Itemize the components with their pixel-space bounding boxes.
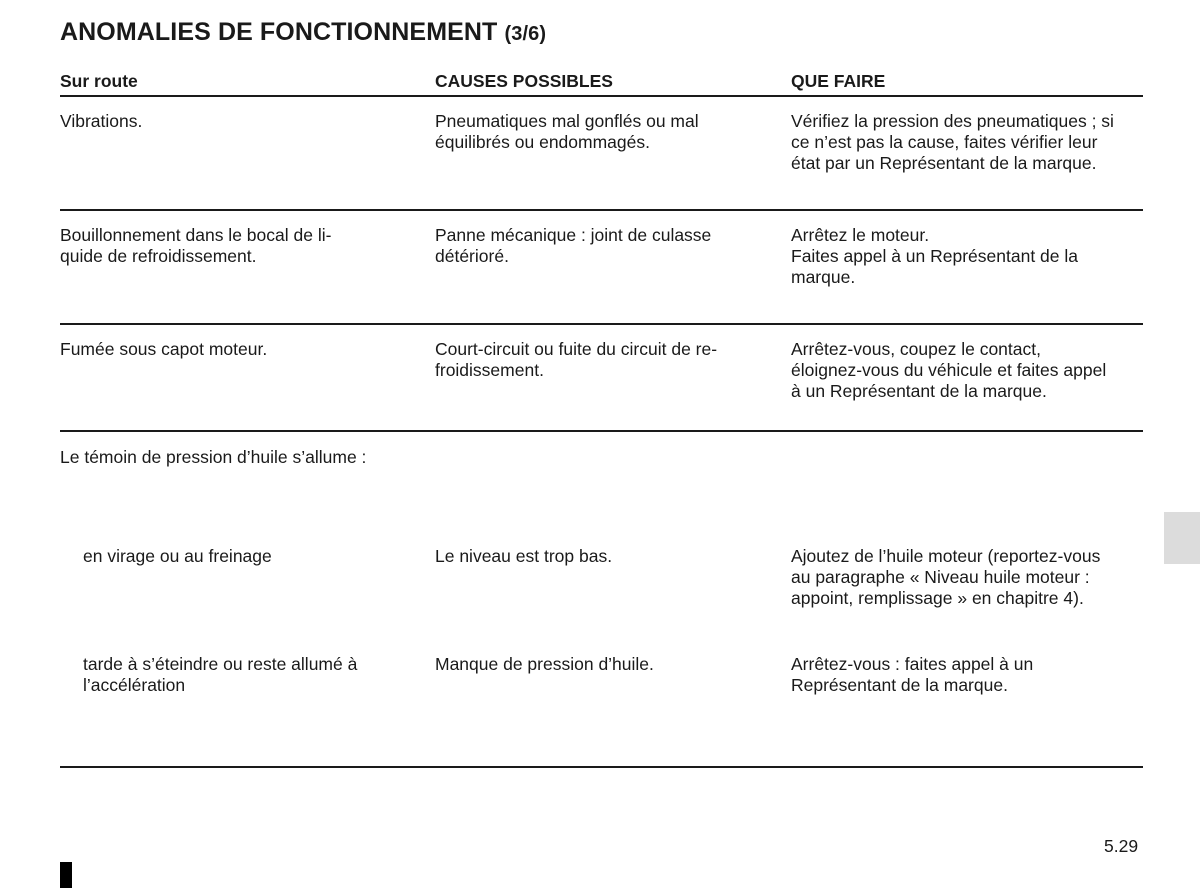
column-header-actions: QUE FAIRE xyxy=(791,71,886,91)
text-line: tarde à s’éteindre ou reste allumé à xyxy=(83,654,358,674)
text-line: en virage ou au freinage xyxy=(83,546,272,566)
text-line: à un Représentant de la marque. xyxy=(791,381,1047,401)
title-part: (3/6) xyxy=(504,23,547,45)
column-header-causes: CAUSES POSSIBLES xyxy=(435,71,613,91)
action-cell xyxy=(791,546,1143,609)
symptom-cell xyxy=(60,339,390,360)
text-line: Fumée sous capot moteur. xyxy=(60,339,268,359)
cause-cell xyxy=(435,339,747,381)
text-line: Pneumatiques mal gonflés ou mal xyxy=(435,111,699,131)
text-line: Court-circuit ou fuite du circuit de re- xyxy=(435,339,718,359)
chapter-tab-marker xyxy=(1164,512,1200,564)
symptom-cell xyxy=(60,225,390,267)
text-line: Faites appel à un Représentant de la xyxy=(791,246,1078,266)
action-cell xyxy=(791,339,1143,402)
row-divider xyxy=(60,323,1143,325)
action-cell xyxy=(791,654,1143,696)
text-line: Panne mécanique : joint de culasse xyxy=(435,225,712,245)
text-line: Vérifiez la pression des pneumatiques ; si xyxy=(791,111,1114,131)
symptom-cell xyxy=(83,546,390,567)
row-divider xyxy=(60,766,1143,768)
text-line: Représentant de la marque. xyxy=(791,675,1008,695)
text-line: Le niveau est trop bas. xyxy=(435,546,613,566)
crop-mark xyxy=(60,862,72,888)
symptom-cell xyxy=(83,654,390,696)
column-header-situation: Sur route xyxy=(60,71,138,91)
text-line: quide de refroidissement. xyxy=(60,246,257,266)
cause-cell xyxy=(435,654,747,675)
text-line: état par un Représentant de la marque. xyxy=(791,153,1097,173)
text-line: détérioré. xyxy=(435,246,509,266)
cause-cell xyxy=(435,225,747,267)
text-line: Ajoutez de l’huile moteur (reportez-vous xyxy=(791,546,1101,566)
text-line: Vibrations. xyxy=(60,111,143,131)
action-cell xyxy=(791,225,1143,288)
action-cell xyxy=(791,111,1143,174)
text-line: ce n’est pas la cause, faites vérifier leur xyxy=(791,132,1098,152)
row-divider xyxy=(60,430,1143,432)
text-line: appoint, remplissage » en chapitre 4). xyxy=(791,588,1084,608)
text-line: Arrêtez le moteur. xyxy=(791,225,930,245)
symptom-cell xyxy=(60,111,390,132)
header-divider xyxy=(60,95,1143,97)
text-line: Arrêtez-vous, coupez le contact, xyxy=(791,339,1041,359)
text-line: Manque de pression d’huile. xyxy=(435,654,654,674)
row-divider xyxy=(60,209,1143,211)
page-title xyxy=(60,18,546,47)
text-line: marque. xyxy=(791,267,856,287)
cause-cell xyxy=(435,546,747,567)
text-line: éloignez-vous du véhicule et faites appel xyxy=(791,360,1107,380)
text-line: Bouillonnement dans le bocal de li- xyxy=(60,225,332,245)
oil-warning-intro: Le témoin de pression d’huile s’allume : xyxy=(60,447,367,467)
text-line: l’accélération xyxy=(83,675,186,695)
text-line: équilibrés ou endommagés. xyxy=(435,132,650,152)
page-number: 5.29 xyxy=(1104,836,1139,856)
cause-cell xyxy=(435,111,747,153)
text-line: froidissement. xyxy=(435,360,544,380)
text-line: au paragraphe « Niveau huile moteur : xyxy=(791,567,1090,587)
title-main: ANOMALIES DE FONCTIONNEMENT xyxy=(60,18,498,46)
text-line: Arrêtez-vous : faites appel à un xyxy=(791,654,1034,674)
